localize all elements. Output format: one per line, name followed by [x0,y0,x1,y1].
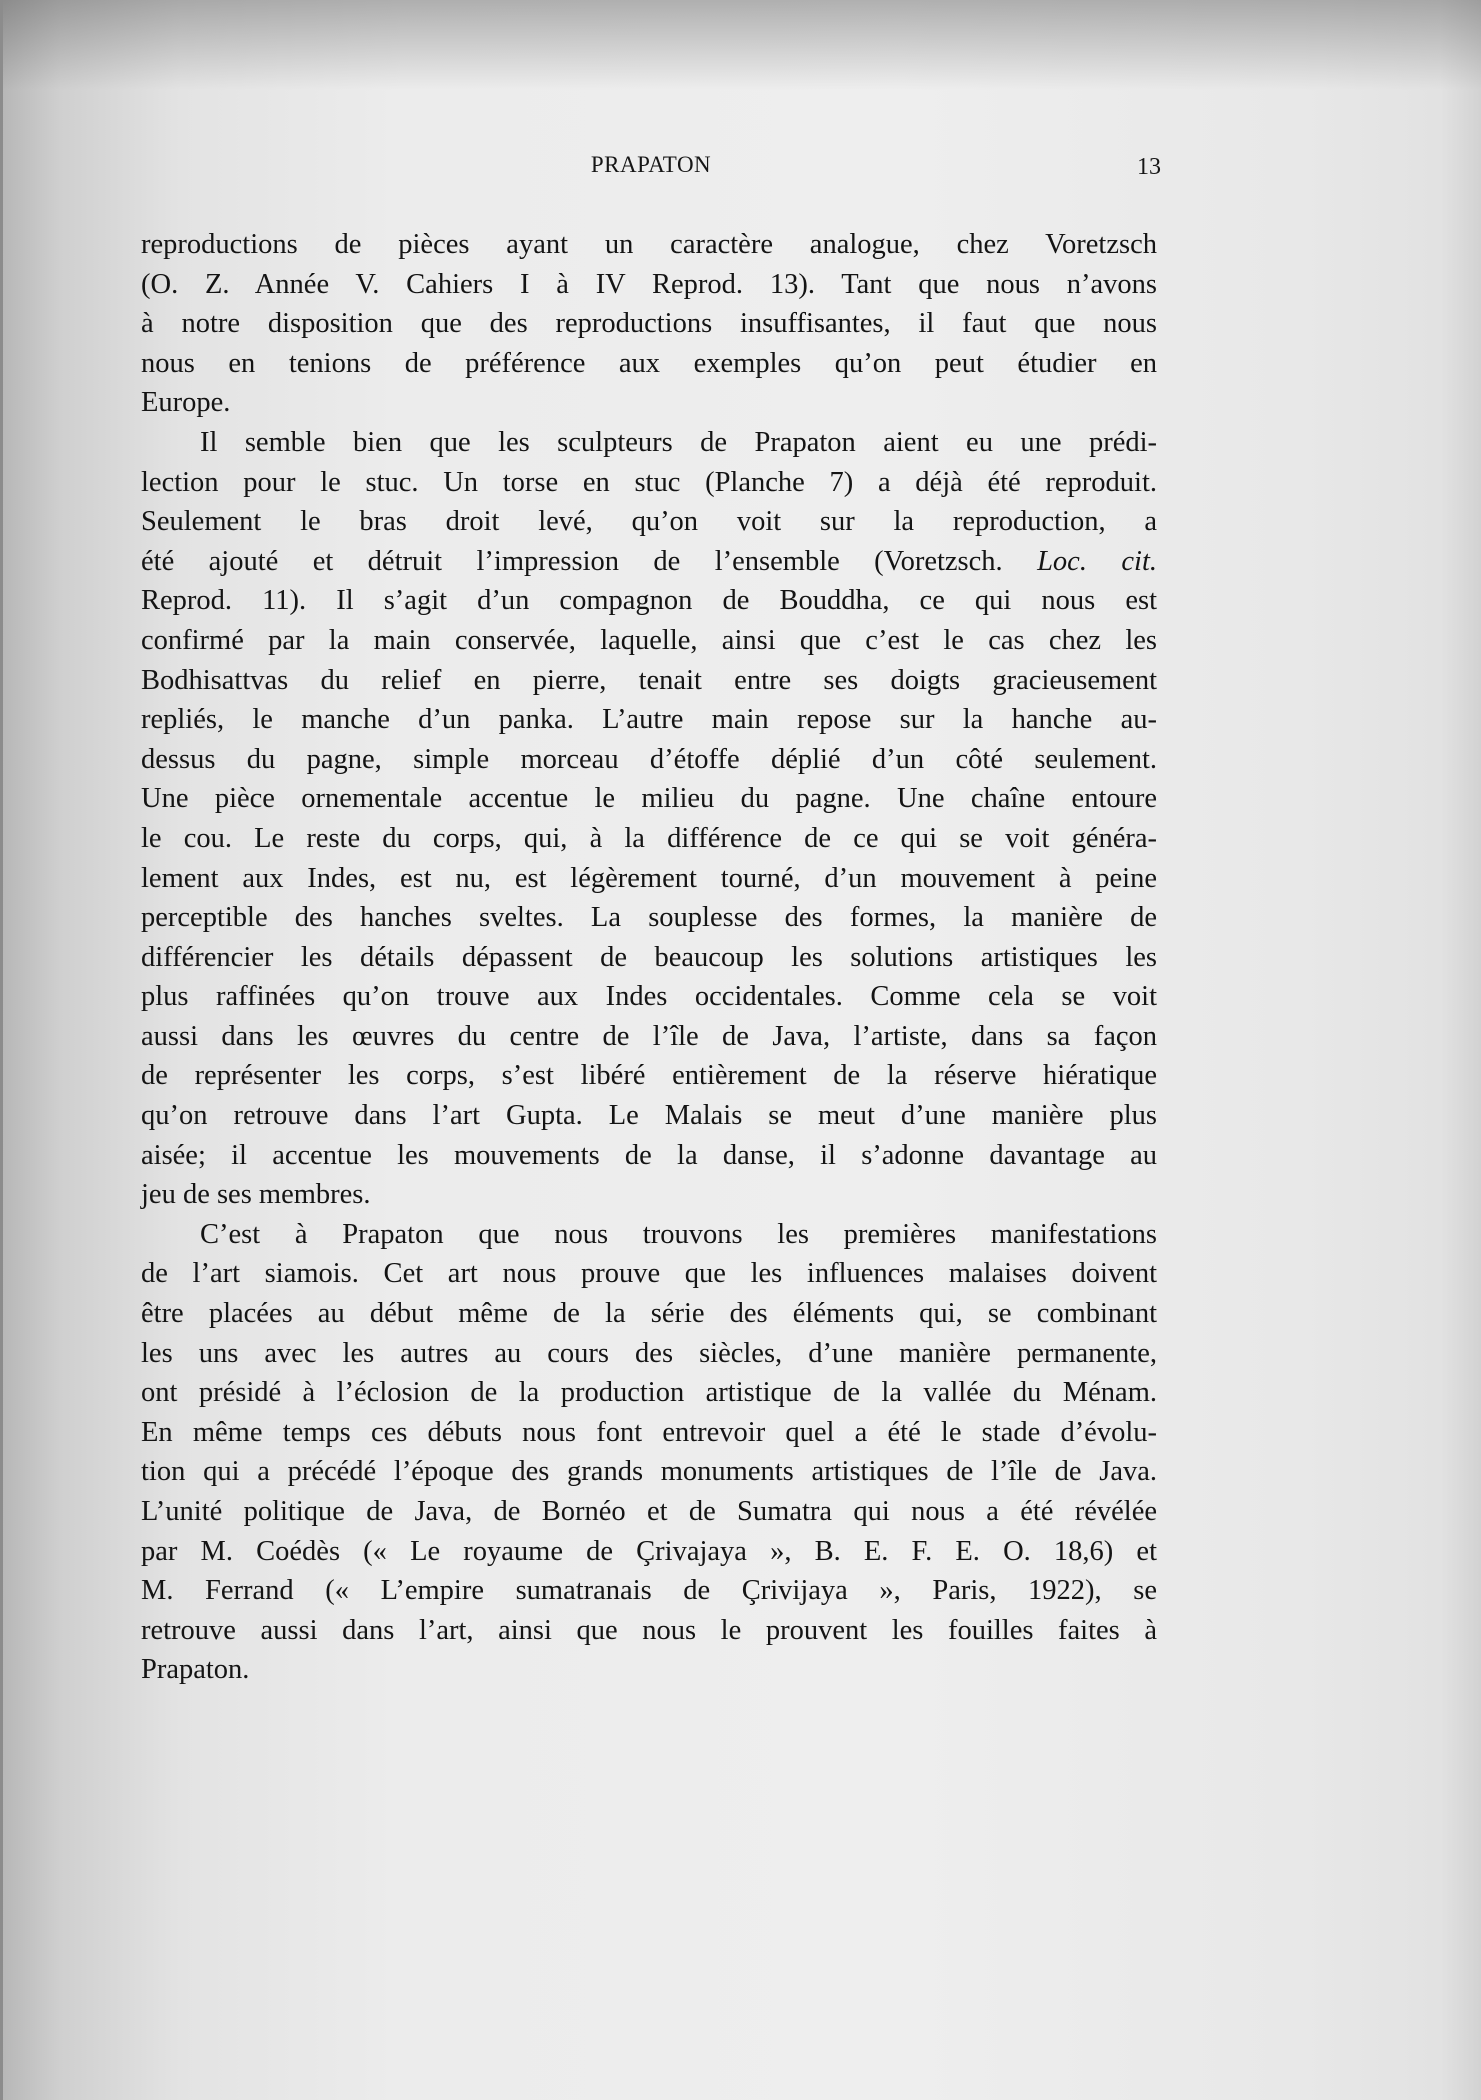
text-line: Seulement le bras droit levé, qu’on voit sur la reproduction, a [141,506,1157,538]
text-line: Il semble bien que les sculpteurs de Prapaton aient eu une prédi- [200,426,1157,458]
text-line: repliés, le manche d’un panka. L’autre main repose sur la hanche au- [141,704,1157,736]
text-line: Prapaton. [141,1654,250,1686]
text-line: ont présidé à l’éclosion de la production artistique de la vallée du Ménam. [141,1377,1157,1409]
paragraph [141,423,1157,1215]
text-line: tion qui a précédé l’époque des grands monuments artistiques de l’île de Java. [141,1456,1157,1488]
text-line: Bodhisattvas du relief en pierre, tenait entre ses doigts gracieusement [141,664,1157,696]
text-line: L’unité politique de Java, de Bornéo et de Sumatra qui nous a été révélée [141,1496,1157,1527]
text-line: lement aux Indes, est nu, est légèrement tourné, d’un mouvement à peine [141,862,1157,894]
text-line: de représenter les corps, s’est libéré entièrement de la réserve hiératique [141,1060,1157,1092]
text-line: C’est à Prapaton que nous trouvons les premières manifestations [200,1218,1157,1250]
text-line: aussi dans les œuvres du centre de l’île de Java, l’artiste, dans sa façon [141,1020,1157,1052]
text-line: Reprod. 11). Il s’agit d’un compagnon de Bouddha, ce qui nous est [141,585,1157,617]
text-line: différencier les détails dépassent de beaucoup les solutions artistiques les [141,941,1157,973]
text-line: (O. Z. Année V. Cahiers I à IV Reprod. 13). Tant que nous n’avons [141,268,1157,300]
text-line: jeu de ses membres. [141,1179,371,1211]
text-line: perceptible des hanches sveltes. La souplesse des formes, la manière de [141,902,1157,934]
text-line: aisée; il accentue les mouvements de la danse, il s’adonne davantage au [141,1139,1157,1171]
text-line: Europe. [141,387,231,419]
text-line: le cou. Le reste du corps, qui, à la différence de ce qui se voit généra- [141,822,1157,854]
italic-citation: Loc. cit. [1037,545,1157,577]
text-line: Une pièce ornementale accentue le milieu du pagne. Une chaîne entoure [141,783,1157,815]
text-line: plus raffinées qu’on trouve aux Indes occidentales. Comme cela se voit [141,981,1157,1013]
text-line: qu’on retrouve dans l’art Gupta. Le Malais se meut d’une manière plus [141,1100,1157,1132]
text-line: être placées au début même de la série des éléments qui, se combinant [141,1298,1157,1330]
body-text [141,225,1157,1690]
text-line: dessus du pagne, simple morceau d’étoffe déplié d’un côté seulement. [141,743,1157,775]
running-head [0,152,1481,186]
text-line: confirmé par la main conservée, laquelle, ainsi que c’est le cas chez les [141,624,1157,656]
text-line [141,542,1157,582]
text-line: les uns avec les autres au cours des siècles, d’une manière permanente, [141,1337,1157,1369]
text-line: nous en tenions de préférence aux exemples qu’on peut étudier en [141,347,1157,379]
paragraph [141,225,1157,423]
text-line: En même temps ces débuts nous font entrevoir quel a été le stade d’évolu- [141,1416,1157,1448]
text-line: de l’art siamois. Cet art nous prouve que les influences malaises doivent [141,1258,1157,1290]
text-run: été ajouté et détruit l’impression de l’ensemble (Voretzsch. [141,545,1038,577]
text-line: par M. Coédès (« Le royaume de Çrivajaya », B. E. F. E. O. 18,6) et [141,1535,1157,1567]
text-line: reproductions de pièces ayant un caractère analogue, chez Voretzsch [141,229,1157,260]
running-title: PRAPATON [590,152,712,177]
text-line: retrouve aussi dans l’art, ainsi que nous le prouvent les fouilles faites à [141,1614,1157,1646]
text-line: M. Ferrand (« L’empire sumatranais de Çrivijaya », Paris, 1922), se [141,1575,1157,1607]
paragraph [141,1215,1157,1690]
text-line: lection pour le stuc. Un torse en stuc (Planche 7) a déjà été reproduit. [141,466,1157,498]
page-number: 13 [1137,154,1161,180]
text-line: à notre disposition que des reproductions insuffisantes, il faut que nous [141,308,1157,340]
